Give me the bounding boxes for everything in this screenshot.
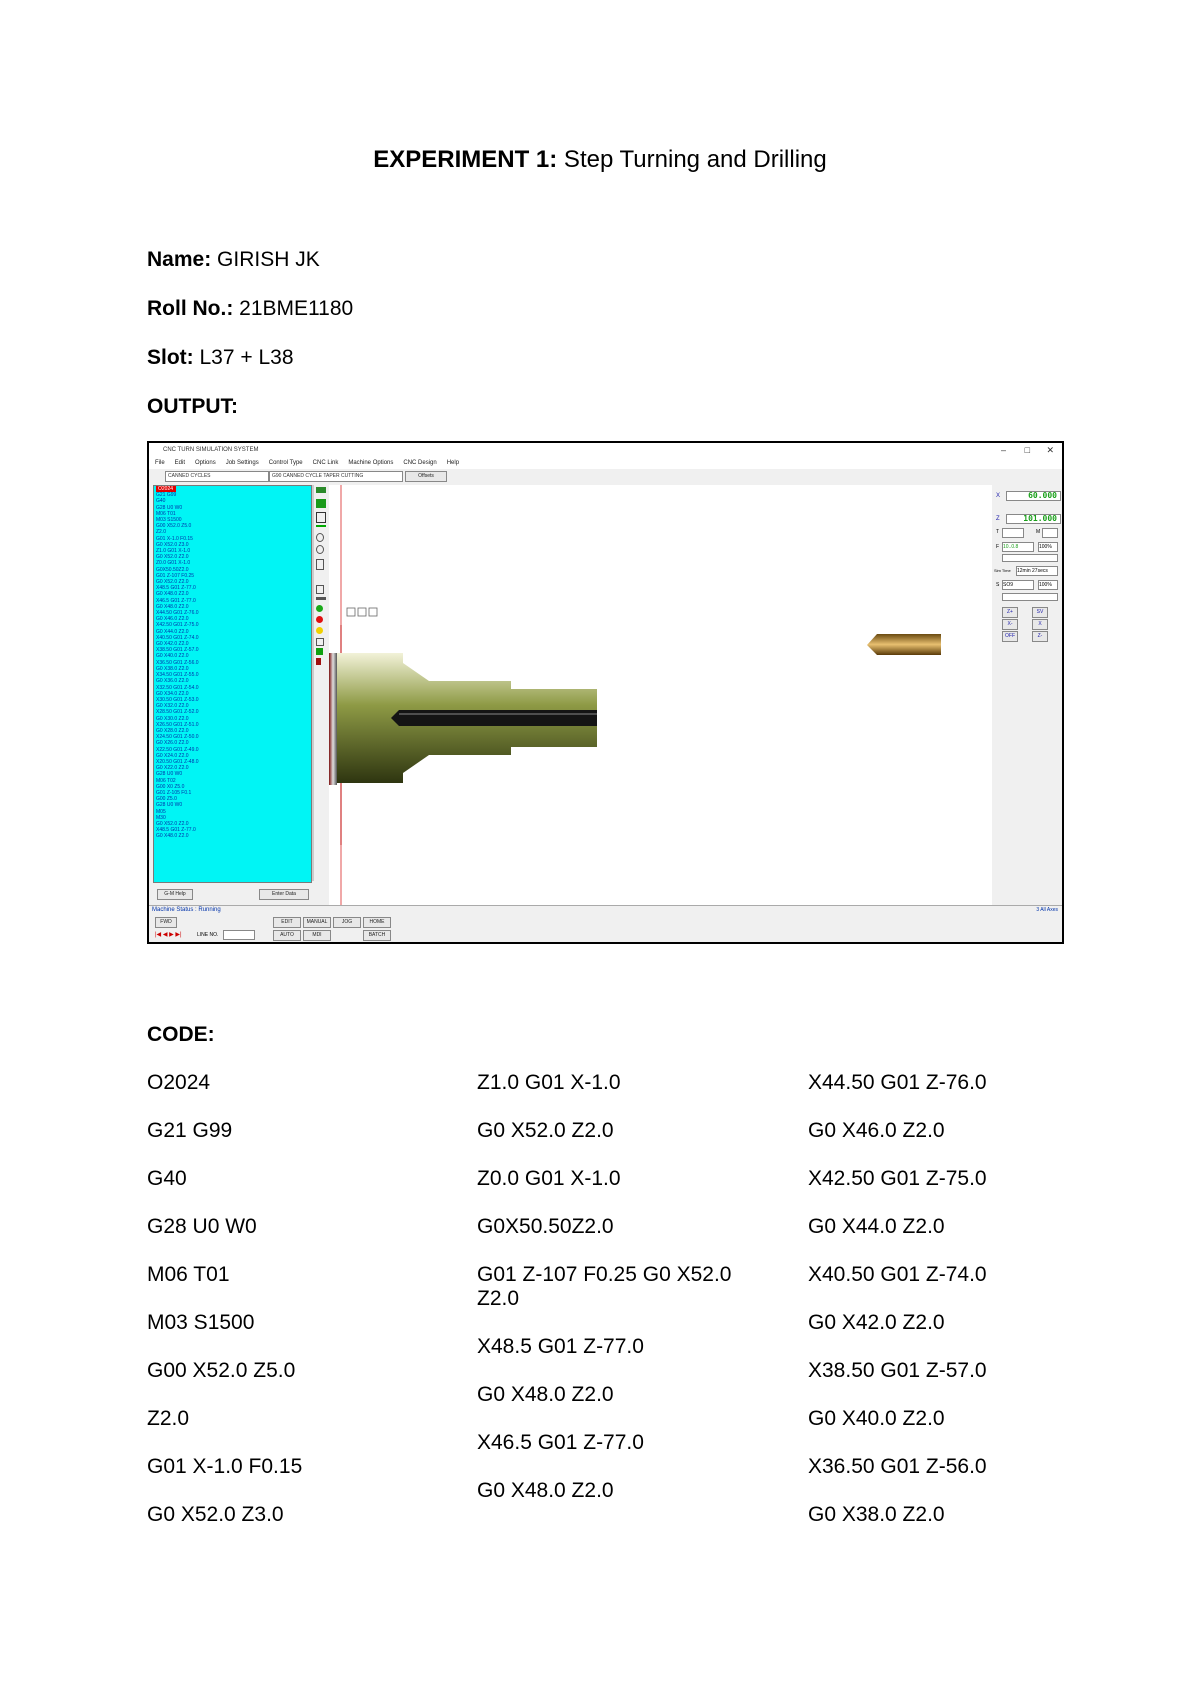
nav-arrows-icon[interactable]: |◀ ◀ ▶ ▶| (155, 932, 182, 938)
spindle-override[interactable]: 100% (1038, 580, 1058, 590)
t-label: T (996, 529, 1000, 535)
code-line: M03 S1500 (147, 1311, 255, 1334)
code-line: G40 (147, 1167, 187, 1190)
program-line[interactable]: X34.50 G01 Z-55.0 (156, 672, 199, 679)
code-column-3 (808, 1071, 1098, 1551)
program-line[interactable]: O2024 (154, 486, 311, 492)
program-line[interactable]: Z0.0 G01 X-1.0 (156, 560, 191, 567)
program-line[interactable]: G0 X46.0 Z2.0 (156, 616, 189, 623)
program-line[interactable]: M05 (156, 808, 166, 815)
code-line: Z2.0 (147, 1407, 190, 1430)
program-line[interactable]: G0 X26.0 Z2.0 (156, 740, 189, 747)
cycle-type-select[interactable]: G90 CANNED CYCLE TAPER CUTTING (269, 471, 403, 482)
mode-button[interactable]: BATCH (363, 930, 391, 941)
code-line: G0 X48.0 Z2.0 (477, 1479, 614, 1502)
code-line: X46.5 G01 Z-77.0 (477, 1431, 644, 1454)
code-line: G00 X52.0 Z5.0 (147, 1359, 296, 1382)
menu-item[interactable]: Control Type (268, 460, 303, 466)
zoom-in-icon[interactable] (316, 533, 324, 542)
line-icon[interactable] (316, 525, 326, 527)
code-column-2 (477, 1071, 767, 1527)
code-line: O2024 (147, 1071, 211, 1094)
tool-icon[interactable] (316, 658, 321, 665)
program-line[interactable]: G0 X28.0 Z2.0 (156, 727, 189, 734)
frame-icon[interactable] (316, 512, 326, 523)
f-label: F (996, 544, 1000, 550)
program-line[interactable]: G0 X22.0 Z2.0 (156, 765, 189, 772)
minimize-icon[interactable]: – (1000, 445, 1006, 455)
program-line[interactable]: X46.5 G01 Z-77.0 (156, 597, 196, 604)
program-line[interactable]: G0 X52.0 Z3.0 (156, 541, 189, 548)
x-axis-label: X (996, 493, 1001, 499)
menu-item[interactable]: Edit (174, 460, 186, 466)
divider-icon (316, 597, 326, 600)
program-line[interactable]: M06 T01 (156, 510, 176, 517)
code-line: X44.50 G01 Z-76.0 (808, 1071, 987, 1094)
page-title: EXPERIMENT 1: Step Turning and Drilling (373, 146, 827, 173)
start-icon[interactable] (316, 605, 323, 612)
code-line: G0 X38.0 Z2.0 (808, 1503, 945, 1526)
program-editor[interactable] (153, 485, 312, 883)
jog-button[interactable]: X- (1002, 619, 1018, 630)
program-line[interactable]: G0 X30.0 Z2.0 (156, 715, 189, 722)
program-line[interactable]: X24.50 G01 Z-50.0 (156, 734, 199, 741)
program-line[interactable]: G0X50.50Z2.0 (156, 566, 189, 573)
program-line[interactable]: M03 S1500 (156, 517, 182, 524)
program-line[interactable]: G0 X24.0 Z2.0 (156, 752, 189, 759)
program-line[interactable]: G0 X48.0 Z2.0 (156, 833, 189, 840)
close-icon[interactable]: ✕ (1046, 445, 1054, 455)
program-line[interactable]: G40 (156, 498, 166, 505)
drilled-hole (391, 710, 597, 726)
sim-time-value: 12min 27secs (1016, 566, 1058, 576)
drill-bit (867, 634, 941, 655)
simulator-screenshot (147, 441, 1064, 944)
menu-item[interactable]: CNC Design (403, 460, 437, 466)
machine-status: Machine Status : Running (152, 907, 221, 913)
program-line[interactable]: X48.5 G01 Z-77.0 (156, 585, 196, 592)
program-line[interactable]: G28 U0 W0 (156, 504, 183, 511)
feed-override[interactable]: 100% (1038, 542, 1058, 552)
code-line: G0 X52.0 Z2.0 (477, 1119, 614, 1142)
program-line[interactable]: G0 X34.0 Z2.0 (156, 690, 189, 697)
mode-button[interactable]: MDI (303, 930, 331, 941)
code-line: G0 X42.0 Z2.0 (808, 1311, 945, 1334)
chuck (329, 653, 337, 785)
jog-button[interactable]: SV (1032, 607, 1048, 618)
program-line[interactable]: Z2.0 (156, 529, 167, 536)
z-position-readout: 101.000 (1006, 514, 1061, 524)
zoom-out-icon[interactable] (316, 545, 324, 554)
code-line: X38.50 G01 Z-57.0 (808, 1359, 987, 1382)
lathe-simulation (329, 485, 992, 905)
program-line[interactable]: X42.50 G01 Z-75.0 (156, 622, 199, 629)
code-line: Z1.0 G01 X-1.0 (477, 1071, 621, 1094)
reset-icon[interactable] (316, 638, 324, 646)
m-label: M (1036, 529, 1041, 535)
program-line[interactable]: G00 Z5.0 (156, 796, 177, 803)
roll-line: Roll No.: 21BME1180 (147, 297, 354, 320)
code-line: G21 G99 (147, 1119, 233, 1142)
feed-slider[interactable] (1002, 554, 1058, 562)
program-line[interactable]: X30.50 G01 Z-53.0 (156, 696, 199, 703)
program-line[interactable]: G28 U0 W0 (156, 771, 183, 778)
offsets-button[interactable]: Offsets (405, 471, 447, 482)
code-line: G0 X40.0 Z2.0 (808, 1407, 945, 1430)
scroll-up-icon[interactable] (316, 559, 324, 570)
code-line: G0X50.50Z2.0 (477, 1215, 614, 1238)
jog-button[interactable]: Z- (1032, 631, 1048, 642)
program-line[interactable]: M30 (156, 814, 166, 821)
axis-marker (369, 608, 377, 616)
program-line[interactable]: G0 X36.0 Z2.0 (156, 678, 189, 685)
solid-view-icon[interactable] (316, 499, 326, 508)
axes-status: 3 All Axes (1036, 907, 1058, 913)
stop-icon[interactable] (316, 616, 323, 623)
code-line: X42.50 G01 Z-75.0 (808, 1167, 987, 1190)
toolbar (149, 469, 1062, 483)
program-line[interactable]: G28 U0 W0 (156, 802, 183, 809)
program-line[interactable]: G00 X0 Z5.0 (156, 783, 185, 790)
fwd-button[interactable]: FWD (155, 917, 177, 928)
program-line[interactable]: G01 X-1.0 F0.15 (156, 535, 193, 542)
jog-button[interactable]: OFF (1002, 631, 1018, 642)
code-line: X36.50 G01 Z-56.0 (808, 1455, 987, 1478)
coolant-icon[interactable] (316, 648, 323, 655)
code-heading: CODE: (147, 1023, 215, 1046)
code-line: G0 X48.0 Z2.0 (477, 1383, 614, 1406)
code-line: G01 Z-107 F0.25 G0 X52.0 Z2.0 (477, 1263, 732, 1310)
code-line: X40.50 G01 Z-74.0 (808, 1263, 987, 1286)
code-line: M06 T01 (147, 1263, 230, 1286)
x-position-readout: 60.000 (1006, 491, 1061, 501)
program-line[interactable]: G0 X48.0 Z2.0 (156, 591, 189, 598)
name-line: Name: GIRISH JK (147, 248, 320, 271)
program-line[interactable]: G0 X44.0 Z2.0 (156, 628, 189, 635)
simulation-viewport[interactable] (329, 485, 992, 905)
program-line[interactable]: G00 X52.0 Z5.0 (156, 523, 192, 530)
spindle-slider[interactable] (1002, 593, 1058, 601)
spindle-field[interactable]: SO9 (1002, 580, 1034, 590)
menu-bar (149, 457, 1062, 469)
program-line[interactable]: G0 X42.0 Z2.0 (156, 641, 189, 648)
program-line[interactable]: G01 Z-107 F0.25 (156, 572, 195, 579)
line-no-label: LINE NO. (197, 932, 219, 938)
menu-item[interactable]: Help (446, 460, 460, 466)
pause-icon[interactable] (316, 627, 323, 634)
menu-item[interactable]: File (155, 460, 165, 466)
program-line[interactable]: G0 X48.0 Z2.0 (156, 603, 189, 610)
code-line: G0 X46.0 Z2.0 (808, 1119, 945, 1142)
program-line[interactable]: Z1.0 G01 X-1.0 (156, 548, 191, 555)
code-line: G0 X44.0 Z2.0 (808, 1215, 945, 1238)
program-line[interactable]: G0 X52.0 Z2.0 (156, 820, 189, 827)
sim-time-label: Sim Time (994, 568, 1011, 573)
program-line[interactable]: X40.50 G01 Z-74.0 (156, 634, 199, 641)
machine-readout-panel (992, 485, 1064, 905)
program-line[interactable]: G0 X38.0 Z2.0 (156, 665, 189, 672)
program-line[interactable]: X22.50 G01 Z-49.0 (156, 746, 199, 753)
program-line[interactable]: G21 G99 (156, 492, 177, 499)
tool-field[interactable] (1002, 528, 1024, 538)
menu-item[interactable]: CNC Link (312, 460, 339, 466)
mode-button[interactable]: JOG (333, 917, 361, 928)
menu-item[interactable]: Job Settings (225, 460, 259, 466)
m-field[interactable] (1042, 528, 1058, 538)
program-line[interactable]: X36.50 G01 Z-56.0 (156, 659, 199, 666)
code-line: G01 X-1.0 F0.15 (147, 1455, 303, 1478)
code-column-1 (147, 1071, 437, 1551)
enter-data-button[interactable]: Enter Data (259, 889, 309, 900)
code-line: G0 X52.0 Z3.0 (147, 1503, 284, 1526)
jog-button[interactable]: X (1032, 619, 1048, 630)
program-line[interactable]: X28.50 G01 Z-52.0 (156, 709, 199, 716)
program-line[interactable]: X38.50 G01 Z-57.0 (156, 647, 199, 654)
program-line[interactable]: G0 X32.0 Z2.0 (156, 703, 189, 710)
axis-marker (358, 608, 366, 616)
program-line[interactable]: G0 X52.0 Z2.0 (156, 579, 189, 586)
feed-field[interactable]: 10..0.8 (1002, 542, 1034, 552)
program-line[interactable]: G0 X52.0 Z2.0 (156, 554, 189, 561)
mode-button[interactable]: EDIT (273, 917, 301, 928)
view-icon[interactable] (316, 487, 326, 493)
program-line[interactable]: X32.50 G01 Z-54.0 (156, 684, 199, 691)
program-line[interactable]: X44.50 G01 Z-76.0 (156, 610, 199, 617)
z-axis-label: Z (996, 516, 1000, 522)
window-titlebar: CNC TURN SIMULATION SYSTEM – □ ✕ (149, 443, 1062, 457)
program-line[interactable]: X20.50 G01 Z-48.0 (156, 758, 199, 765)
mode-button[interactable]: HOME (363, 917, 391, 928)
status-bar (149, 905, 1062, 944)
code-line: G28 U0 W0 (147, 1215, 257, 1238)
program-line[interactable]: M06 T02 (156, 777, 176, 784)
maximize-icon[interactable]: □ (1024, 445, 1030, 455)
line-no-field[interactable] (223, 930, 255, 940)
code-line: Z0.0 G01 X-1.0 (477, 1167, 621, 1190)
scroll-down-icon[interactable] (316, 585, 324, 594)
jog-button[interactable]: Z+ (1002, 607, 1018, 618)
s-label: S (996, 582, 1000, 588)
gm-help-button[interactable]: G-M Help (157, 889, 193, 900)
output-label: OUTPUT: (147, 395, 238, 418)
slot-line: Slot: L37 + L38 (147, 346, 294, 369)
menu-item[interactable]: Machine Options (348, 460, 394, 466)
axis-marker (347, 608, 355, 616)
mode-button[interactable]: MANUAL (303, 917, 331, 928)
code-line: X48.5 G01 Z-77.0 (477, 1335, 644, 1358)
cycle-category-select[interactable]: CANNED CYCLES (165, 471, 269, 482)
program-line[interactable]: X26.50 G01 Z-51.0 (156, 721, 199, 728)
program-line[interactable]: X48.5 G01 Z-77.0 (156, 827, 196, 834)
mode-button[interactable]: AUTO (273, 930, 301, 941)
view-toolbar (314, 485, 328, 905)
program-line[interactable]: G0 X40.0 Z2.0 (156, 653, 189, 660)
menu-item[interactable]: Options (195, 460, 216, 466)
program-line[interactable]: G01 Z-105 F0.1 (156, 789, 192, 796)
